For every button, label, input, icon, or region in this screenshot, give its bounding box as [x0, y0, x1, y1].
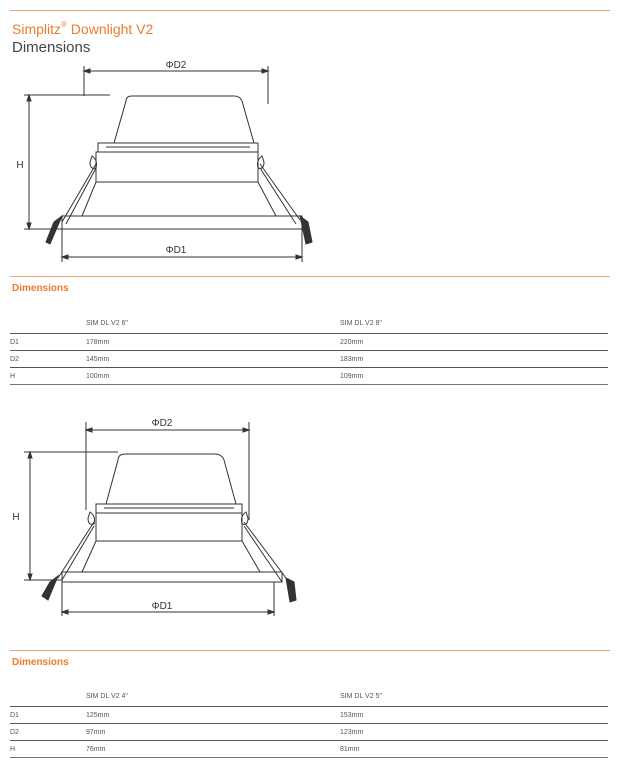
h-label: H	[16, 160, 24, 171]
table-row	[10, 351, 608, 368]
table1-heading: Dimensions	[12, 283, 69, 294]
dimensions-table-1	[10, 313, 608, 385]
h-label: H	[12, 512, 20, 523]
top-rule	[10, 10, 610, 11]
row-label: D1	[10, 707, 86, 724]
housing-top	[106, 454, 236, 504]
table-cell: 183mm	[340, 351, 608, 368]
table-cell: 100mm	[86, 368, 340, 385]
downlight-drawing-small	[10, 410, 310, 620]
table-cell: 97mm	[86, 724, 340, 741]
table-cell: 76mm	[86, 741, 340, 758]
d2-label: ΦD2	[165, 60, 187, 71]
page-title: Simplitz® Downlight V2	[12, 20, 154, 37]
table-header-row	[10, 686, 608, 707]
flange	[62, 572, 282, 582]
table2-heading: Dimensions	[12, 657, 69, 668]
dimensions-table-2	[10, 686, 608, 758]
table-header-row	[10, 313, 608, 334]
row-label: H	[10, 368, 86, 385]
table-cell: 178mm	[86, 334, 340, 351]
column-header: SIM DL V2 5"	[340, 692, 382, 700]
table-row	[10, 334, 608, 351]
row-label: D2	[10, 724, 86, 741]
d1-label: ΦD1	[165, 245, 187, 256]
row-label: D1	[10, 334, 86, 351]
downlight-drawing-large	[10, 56, 340, 266]
table-cell: 109mm	[340, 368, 608, 385]
section-rule-2	[10, 650, 610, 651]
table-row	[10, 741, 608, 758]
flange	[62, 216, 302, 229]
table-cell: 145mm	[86, 351, 340, 368]
table-row	[10, 368, 608, 385]
table-cell: 125mm	[86, 707, 340, 724]
column-header: SIM DL V2 6"	[86, 319, 128, 327]
section-rule-1	[10, 276, 610, 277]
table-cell: 123mm	[340, 724, 608, 741]
table-row	[10, 707, 608, 724]
table-row	[10, 724, 608, 741]
d2-label: ΦD2	[151, 418, 173, 429]
table-cell: 153mm	[340, 707, 608, 724]
column-header: SIM DL V2 4"	[86, 692, 128, 700]
housing-top	[114, 96, 254, 143]
table-cell: 220mm	[340, 334, 608, 351]
table-cell: 81mm	[340, 741, 608, 758]
column-header: SIM DL V2 8"	[340, 319, 382, 327]
registered-mark: ®	[61, 20, 67, 29]
row-label: H	[10, 741, 86, 758]
d1-label: ΦD1	[151, 601, 173, 612]
page-subtitle: Dimensions	[12, 39, 91, 56]
row-label: D2	[10, 351, 86, 368]
